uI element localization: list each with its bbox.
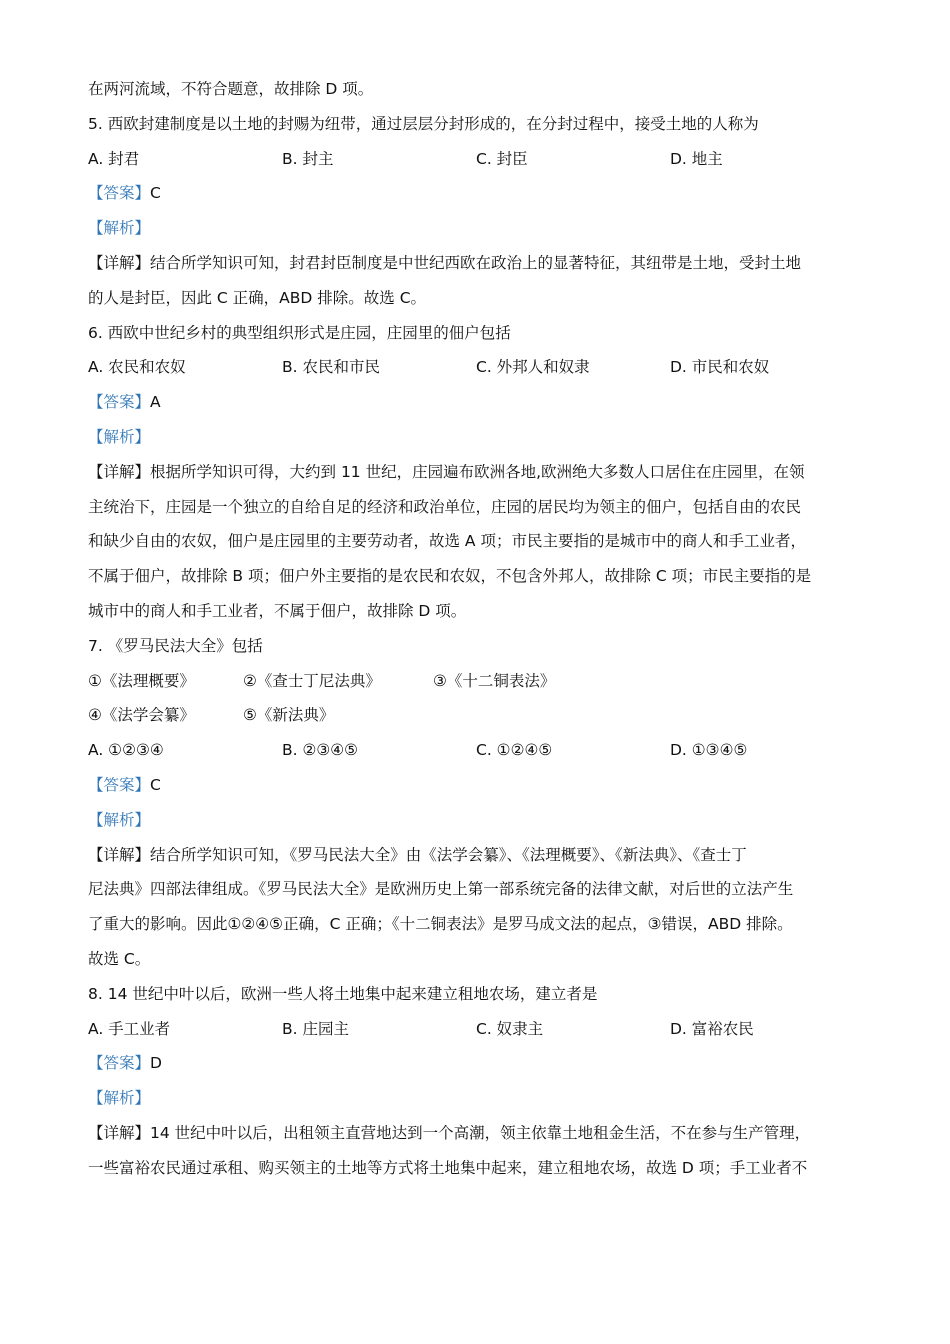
question-7-detail-line-3: 了重大的影响。因此①②④⑤正确，C 正确；《十二铜表法》是罗马成文法的起点，③错误，ABD 排除。	[88, 915, 793, 934]
question-7-answer	[88, 768, 878, 803]
question-7-option-a: A. ①②③④	[88, 741, 164, 760]
question-8-detail-line-2: 一些富裕农民通过承租、购买领主的土地等方式将土地集中起来，建立租地农场，故选 D 项；手工业者不	[88, 1158, 808, 1177]
detail-text: 14 世纪中叶以后，出租领主直营地达到一个高潮，领主依靠土地租金生活，不在参与生产管理，	[150, 1123, 811, 1142]
question-8-option-a: A. 手工业者	[88, 1019, 171, 1038]
question-7-detail-line-2: 尼法典》四部法律组成。《罗马民法大全》是欧洲历史上第一部系统完备的法律文献，对后世的立法产生	[88, 880, 794, 899]
question-5-options	[88, 142, 878, 177]
detail-label: 【详解】	[88, 845, 151, 864]
detail-text: 结合所学知识可知，《罗马民法大全》由《法学会纂》、《法理概要》、《新法典》、《查士丁	[150, 845, 747, 864]
question-5-option-a: A. 封君	[88, 149, 140, 168]
question-5-option-c: C. 封臣	[476, 149, 528, 168]
question-7-item-4: ④《法学会纂》	[88, 706, 195, 725]
question-7-options	[88, 733, 878, 768]
answer-value: D	[150, 1054, 162, 1073]
question-6-stem: 6. 西欧中世纪乡村的典型组织形式是庄园，庄园里的佃户包括	[88, 323, 511, 342]
question-6-detail-line-4: 不属于佃户，故排除 B 项；佃户外主要指的是农民和农奴，不包含外邦人，故排除 C 项；市民主要指的是	[88, 567, 812, 586]
answer-value: C	[150, 184, 161, 203]
answer-label: 【答案】	[88, 775, 151, 794]
question-7-item-1: ①《法理概要》	[88, 671, 195, 690]
question-6-detail-line-5: 城市中的商人和手工业者，不属于佃户，故排除 D 项。	[88, 601, 467, 620]
question-6-option-c: C. 外邦人和奴隶	[476, 358, 590, 377]
detail-label: 【详解】	[88, 1123, 151, 1142]
question-7-stem: 7. 《罗马民法大全》包括	[88, 636, 263, 655]
question-7-item-5: ⑤《新法典》	[243, 706, 335, 725]
question-8-stem: 8. 14 世纪中叶以后，欧洲一些人将土地集中起来建立租地农场，建立者是	[88, 984, 598, 1003]
question-8-detail-line-1	[88, 1116, 878, 1151]
question-8-option-b: B. 庄园主	[282, 1019, 349, 1038]
question-5-stem: 5. 西欧封建制度是以土地的封赐为纽带，通过层层分封形成的，在分封过程中，接受土地的人称为	[88, 114, 759, 133]
question-7-items-row-2	[88, 698, 878, 733]
question-5-answer	[88, 176, 878, 211]
document-page	[88, 72, 878, 1186]
answer-label: 【答案】	[88, 393, 151, 412]
detail-text: 根据所学知识可得，大约到 11 世纪，庄园遍布欧洲各地,欧洲绝大多数人口居住在庄园里，在领	[150, 462, 805, 481]
question-6-detail-line-1	[88, 455, 878, 490]
question-7-detail-line-1	[88, 838, 878, 873]
answer-label: 【答案】	[88, 1054, 151, 1073]
answer-value: A	[150, 393, 161, 412]
question-8-answer	[88, 1046, 878, 1081]
detail-label: 【详解】	[88, 253, 151, 272]
detail-label: 【详解】	[88, 462, 151, 481]
question-5-detail-line-2: 的人是封臣，因此 C 正确，ABD 排除。故选 C。	[88, 288, 427, 307]
question-5-option-d: D. 地主	[670, 149, 723, 168]
question-6-option-a: A. 农民和农奴	[88, 358, 186, 377]
previous-explanation-tail: 在两河流域，不符合题意，故排除 D 项。	[88, 80, 374, 98]
answer-label: 【答案】	[88, 184, 151, 203]
question-6-answer	[88, 385, 878, 420]
question-8-analysis-label: 【解析】	[88, 1089, 151, 1108]
question-7-analysis-label: 【解析】	[88, 810, 151, 829]
answer-value: C	[150, 775, 161, 794]
detail-text: 结合所学知识可知，封君封臣制度是中世纪西欧在政治上的显著特征，其纽带是土地，受封土地	[150, 253, 802, 272]
question-6-options	[88, 350, 878, 385]
question-7-item-3: ③《十二铜表法》	[433, 671, 556, 690]
question-6-detail-line-2: 主统治下，庄园是一个独立的自给自足的经济和政治单位，庄园的居民均为领主的佃户，包括自由的农民	[88, 497, 802, 516]
question-8-options	[88, 1012, 878, 1047]
question-6-analysis-label: 【解析】	[88, 427, 151, 446]
question-7-detail-line-4: 故选 C。	[88, 949, 151, 968]
question-7-item-2: ②《查士丁尼法典》	[243, 671, 381, 690]
question-5-analysis-label: 【解析】	[88, 219, 151, 238]
question-7-option-d: D. ①③④⑤	[670, 741, 748, 760]
question-5-detail-line-1	[88, 246, 878, 281]
question-7-option-b: B. ②③④⑤	[282, 741, 359, 760]
question-8-option-d: D. 富裕农民	[670, 1019, 754, 1038]
question-6-detail-line-3: 和缺少自由的农奴，佃户是庄园里的主要劳动者，故选 A 项；市民主要指的是城市中的商人和手工业者，	[88, 532, 806, 551]
question-7-items-row-1	[88, 664, 878, 699]
question-6-option-d: D. 市民和农奴	[670, 358, 770, 377]
question-7-option-c: C. ①②④⑤	[476, 741, 553, 760]
question-5-option-b: B. 封主	[282, 149, 334, 168]
question-8-option-c: C. 奴隶主	[476, 1019, 544, 1038]
question-6-option-b: B. 农民和市民	[282, 358, 380, 377]
